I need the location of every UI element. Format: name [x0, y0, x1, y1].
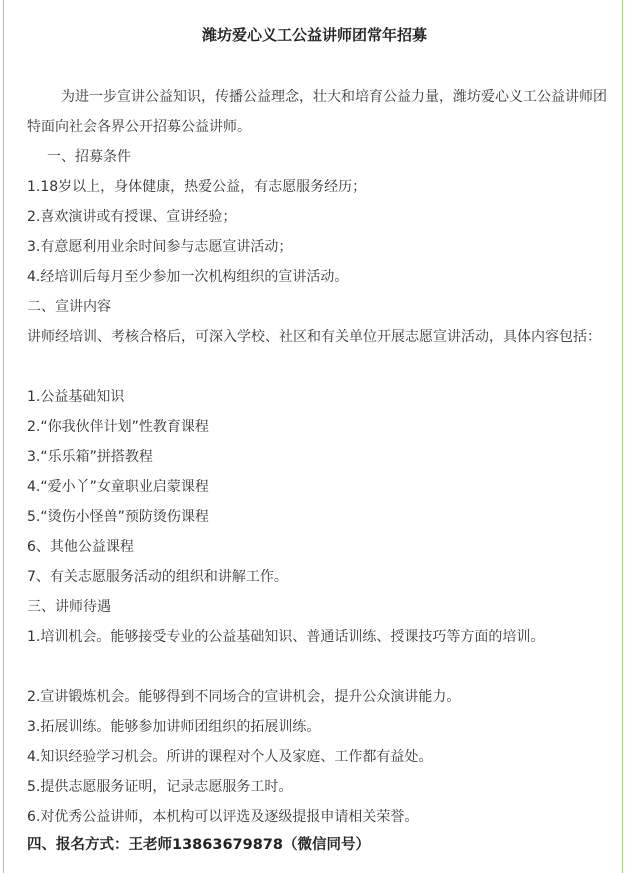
- requirement-item: 4.经培训后每月至少参加一次机构组织的宣讲活动。: [27, 269, 349, 285]
- document-title: 潍坊爱心义工公益讲师团常年招募: [201, 26, 427, 44]
- content-item: 7、有关志愿服务活动的组织和讲解工作。: [27, 569, 288, 585]
- contact-info: 四、报名方式：王老师13863679878（微信同号）: [27, 837, 370, 853]
- intro-paragraph: 为进一步宣讲公益知识，传播公益理念，壮大和培育公益力量，潍坊爱心义工公益讲师团特面向社会各界公开招募公益讲师。: [27, 89, 607, 135]
- content-item: 2.“你我伙伴计划”性教育课程: [27, 419, 209, 435]
- benefit-item: 2.宣讲锻炼机会。能够得到不同场合的宣讲机会，提升公众演讲能力。: [27, 689, 461, 705]
- benefit-item: 5.提供志愿服务证明，记录志愿服务工时。: [27, 779, 293, 795]
- benefit-item: 6.对优秀公益讲师，本机构可以评选及逐级提报申请相关荣誉。: [27, 809, 419, 825]
- requirement-item: 1.18岁以上，身体健康，热爱公益，有志愿服务经历；: [27, 179, 367, 195]
- benefit-item: 3.拓展训练。能够参加讲师团组织的拓展训练。: [27, 719, 321, 735]
- benefit-item: 4.知识经验学习机会。所讲的课程对个人及家庭、工作都有益处。: [27, 749, 433, 765]
- content-item: 4.“爱小丫”女童职业启蒙课程: [27, 479, 209, 495]
- requirement-item: 2.喜欢演讲或有授课、宣讲经验；: [27, 209, 237, 225]
- content-item: 5.“烫伤小怪兽”预防烫伤课程: [27, 509, 209, 525]
- section-heading-content: 二、宣讲内容: [27, 299, 111, 315]
- section-heading-benefits: 三、讲师待遇: [27, 599, 111, 615]
- content-item: 3.“乐乐箱”拼搭教程: [27, 449, 153, 465]
- content-intro-paragraph: 讲师经培训、考核合格后，可深入学校、社区和有关单位开展志愿宣讲活动，具体内容包括：: [27, 329, 601, 345]
- content-item: 6、其他公益课程: [27, 539, 134, 555]
- content-item: 1.公益基础知识: [27, 389, 125, 405]
- section-heading-requirements: 一、招募条件: [47, 149, 131, 165]
- benefit-item: 1.培训机会。能够接受专业的公益基础知识、普通话训练、授课技巧等方面的培训。: [27, 629, 545, 645]
- requirement-item: 3.有意愿利用业余时间参与志愿宣讲活动；: [27, 239, 293, 255]
